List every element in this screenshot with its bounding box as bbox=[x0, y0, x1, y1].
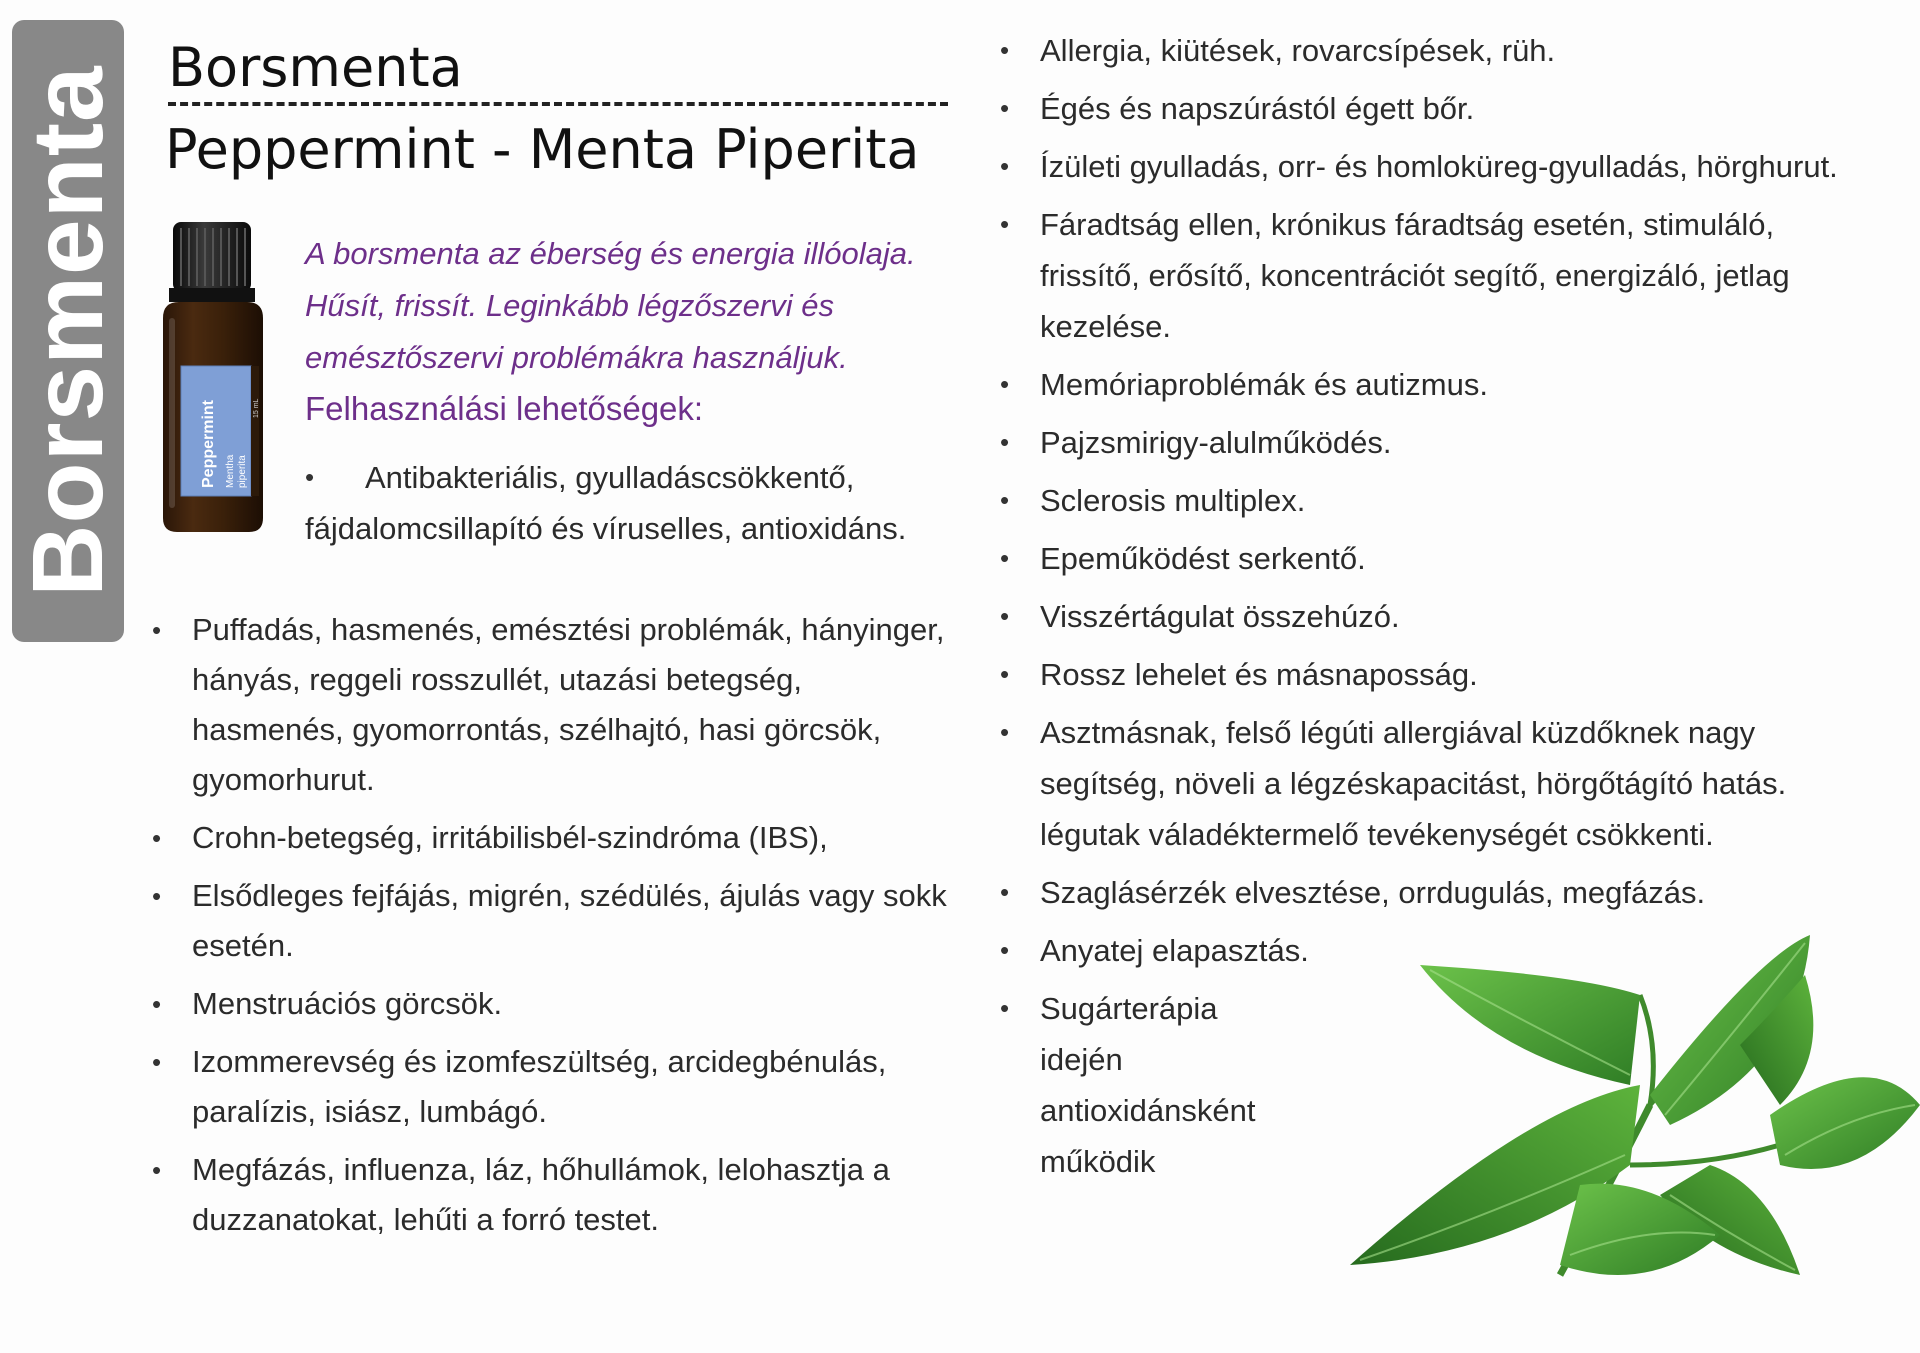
bullet-icon: • bbox=[1000, 427, 1010, 457]
dashed-divider bbox=[168, 102, 948, 106]
bullet-icon: • bbox=[152, 615, 162, 645]
list-item bbox=[998, 591, 1878, 642]
bullet-icon: • bbox=[1000, 543, 1010, 573]
intro-text: A borsmenta az éberség és energia illóolaja. Hűsít, frissít. Leginkább légzőszervi és emésztőszervi problémákra használjuk. bbox=[305, 236, 916, 375]
list-item bbox=[998, 983, 1290, 1187]
list-item bbox=[998, 649, 1878, 700]
list-item bbox=[998, 707, 1878, 860]
list-item-text: Allergia, kiütések, rovarcsípések, rüh. bbox=[1040, 33, 1556, 68]
bullet-icon: • bbox=[152, 881, 162, 911]
list-item-text: Crohn-betegség, irritábilisbél-szindróma (IBS), bbox=[192, 820, 828, 855]
bottle-label-latin-1: Mentha bbox=[225, 454, 236, 488]
list-item bbox=[150, 871, 950, 971]
list-item bbox=[150, 1145, 950, 1245]
oil-bottle-image bbox=[155, 218, 285, 538]
bullet-icon: • bbox=[1000, 151, 1010, 181]
list-item bbox=[998, 199, 1878, 352]
side-tab-label: Borsmenta bbox=[12, 65, 124, 597]
bullet-icon: • bbox=[1000, 877, 1010, 907]
bullet-icon: • bbox=[1000, 993, 1010, 1023]
list-item-text: Visszértágulat összehúzó. bbox=[1040, 599, 1400, 634]
list-item-text: Rossz lehelet és másnaposság. bbox=[1040, 657, 1478, 692]
list-item-text: Puffadás, hasmenés, emésztési problémák, hányinger, hányás, reggeli rosszullét, utazási betegség, hasmenés, gyomorrontás, szélhajtó, hasi görcsök, gyomorhurut. bbox=[192, 612, 945, 797]
list-item-text: Pajzsmirigy-alulműködés. bbox=[1040, 425, 1392, 460]
bottle-label-latin-2: piperita bbox=[237, 455, 248, 488]
page-title: Borsmenta bbox=[168, 36, 463, 99]
list-item-text: Fáradtság ellen, krónikus fáradtság esetén, stimuláló, frissítő, erősítő, koncentrációt segítő, energizáló, jetlag kezelése. bbox=[1040, 207, 1790, 344]
list-item-text: Asztmásnak, felső légúti allergiával küzdőknek nagy segítség, növeli a légzéskapacitást, hörgőtágító hatás. légutak váladéktermelő tevékenységét csökkenti. bbox=[1040, 715, 1787, 852]
bullet-icon: • bbox=[152, 1155, 162, 1185]
bullet-icon: • bbox=[152, 1047, 162, 1077]
list-item-text: Megfázás, influenza, láz, hőhullámok, lelohasztja a duzzanatokat, lehűti a forró testet. bbox=[192, 1152, 890, 1237]
bullet-icon: • bbox=[1000, 935, 1010, 965]
bullet-icon: • bbox=[1000, 659, 1010, 689]
list-item-text: Menstruációs görcsök. bbox=[192, 986, 503, 1021]
list-item-text: Elsődleges fejfájás, migrén, szédülés, ájulás vagy sokk esetén. bbox=[192, 878, 947, 963]
list-item-text: Anyatej elapasztás. bbox=[1040, 933, 1309, 968]
bullet-icon: • bbox=[305, 462, 315, 492]
bottle-label-volume: 15 mL bbox=[253, 398, 260, 418]
list-item-text: Ízületi gyulladás, orr- és homloküreg-gyulladás, hörghurut. bbox=[1040, 149, 1838, 184]
list-item bbox=[998, 417, 1878, 468]
bullet-icon: • bbox=[152, 823, 162, 853]
side-tab bbox=[12, 20, 124, 642]
list-item bbox=[150, 605, 950, 805]
list-item-text: Epeműködést serkentő. bbox=[1040, 541, 1366, 576]
list-item bbox=[998, 475, 1878, 526]
list-item-text: Memóriaproblémák és autizmus. bbox=[1040, 367, 1488, 402]
bullet-icon: • bbox=[1000, 209, 1010, 239]
list-item-text: Izommerevség és izomfeszültség, arcidegbénulás, paralízis, isiász, lumbágó. bbox=[192, 1044, 887, 1129]
list-item bbox=[998, 359, 1878, 410]
list-item bbox=[998, 533, 1878, 584]
list-item-text: Szaglásérzék elvesztése, orrdugulás, megfázás. bbox=[1040, 875, 1706, 910]
list-item bbox=[150, 1037, 950, 1137]
bullet-icon: • bbox=[1000, 601, 1010, 631]
list-item-text: Sclerosis multiplex. bbox=[1040, 483, 1306, 518]
list-item-text: Sugárterápia idején antioxidánsként működik bbox=[1040, 991, 1256, 1179]
list-item bbox=[998, 83, 1878, 134]
bullet-icon: • bbox=[152, 989, 162, 1019]
list-item bbox=[998, 141, 1878, 192]
list-item bbox=[998, 867, 1878, 918]
bullet-icon: • bbox=[1000, 485, 1010, 515]
bottle-label-main: Peppermint bbox=[200, 399, 217, 488]
bullet-icon: • bbox=[1000, 369, 1010, 399]
list-item-text: Égés és napszúrástól égett bőr. bbox=[1040, 91, 1475, 126]
bullet-icon: • bbox=[1000, 93, 1010, 123]
page-subtitle: Peppermint - Menta Piperita bbox=[165, 118, 920, 181]
uses-heading: Felhasználási lehetőségek: bbox=[305, 390, 704, 427]
bullet-icon: • bbox=[1000, 717, 1010, 747]
mint-leaves-image bbox=[1330, 935, 1920, 1305]
left-uses-list bbox=[150, 605, 950, 1253]
list-item bbox=[150, 979, 950, 1029]
bullet-icon: • bbox=[1000, 35, 1010, 65]
list-item bbox=[305, 452, 925, 554]
list-item bbox=[998, 25, 1878, 76]
list-item bbox=[150, 813, 950, 863]
list-item-text: Antibakteriális, gyulladáscsökkentő, fájdalomcsillapító és víruselles, antioxidáns. bbox=[305, 460, 907, 546]
